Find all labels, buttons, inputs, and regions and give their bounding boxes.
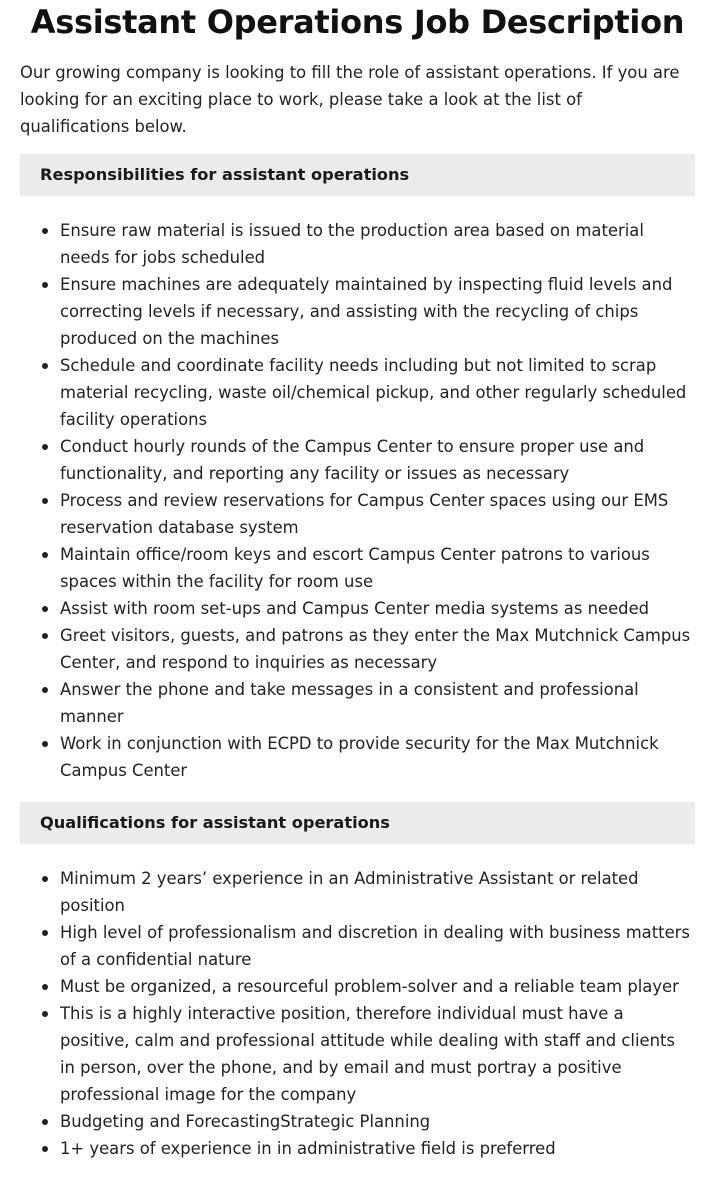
list-item: Process and review reservations for Campus Center spaces using our EMS reservation database system bbox=[20, 487, 695, 541]
list-item: Ensure raw material is issued to the production area based on material needs for jobs scheduled bbox=[20, 217, 695, 271]
list-item: 1+ years of experience in in administrative field is preferred bbox=[20, 1135, 695, 1162]
list-item: High level of professionalism and discretion in dealing with business matters of a confidential nature bbox=[20, 919, 695, 973]
list-item: Budgeting and ForecastingStrategic Planning bbox=[20, 1108, 695, 1135]
list-item: Greet visitors, guests, and patrons as they enter the Max Mutchnick Campus Center, and respond to inquiries as necessary bbox=[20, 622, 695, 676]
list-item: Assist with room set-ups and Campus Center media systems as needed bbox=[20, 595, 695, 622]
list-item: Work in conjunction with ECPD to provide security for the Max Mutchnick Campus Center bbox=[20, 730, 695, 784]
list-item: Minimum 2 years’ experience in an Administrative Assistant or related position bbox=[20, 865, 695, 919]
list-item: Ensure machines are adequately maintained by inspecting fluid levels and correcting levels if necessary, and assisting with the recycling of chips produced on the machines bbox=[20, 271, 695, 352]
responsibilities-list bbox=[20, 217, 695, 784]
list-item: Answer the phone and take messages in a consistent and professional manner bbox=[20, 676, 695, 730]
list-item: Conduct hourly rounds of the Campus Center to ensure proper use and functionality, and reporting any facility or issues as necessary bbox=[20, 433, 695, 487]
page-title: Assistant Operations Job Description bbox=[30, 3, 685, 41]
intro-paragraph: Our growing company is looking to fill the role of assistant operations. If you are looking for an exciting place to work, please take a look at the list of qualifications below. bbox=[20, 63, 680, 136]
qualifications-heading: Qualifications for assistant operations bbox=[20, 802, 695, 844]
responsibilities-heading: Responsibilities for assistant operations bbox=[20, 154, 695, 196]
qualifications-list bbox=[20, 865, 695, 1162]
list-item: This is a highly interactive position, therefore individual must have a positive, calm and professional attitude while dealing with staff and clients in person, over the phone, and by email and must portray a positive professional image for the company bbox=[20, 1000, 695, 1108]
list-item: Schedule and coordinate facility needs including but not limited to scrap material recycling, waste oil/chemical pickup, and other regularly scheduled facility operations bbox=[20, 352, 695, 433]
list-item: Maintain office/room keys and escort Campus Center patrons to various spaces within the facility for room use bbox=[20, 541, 695, 595]
list-item: Must be organized, a resourceful problem-solver and a reliable team player bbox=[20, 973, 695, 1000]
